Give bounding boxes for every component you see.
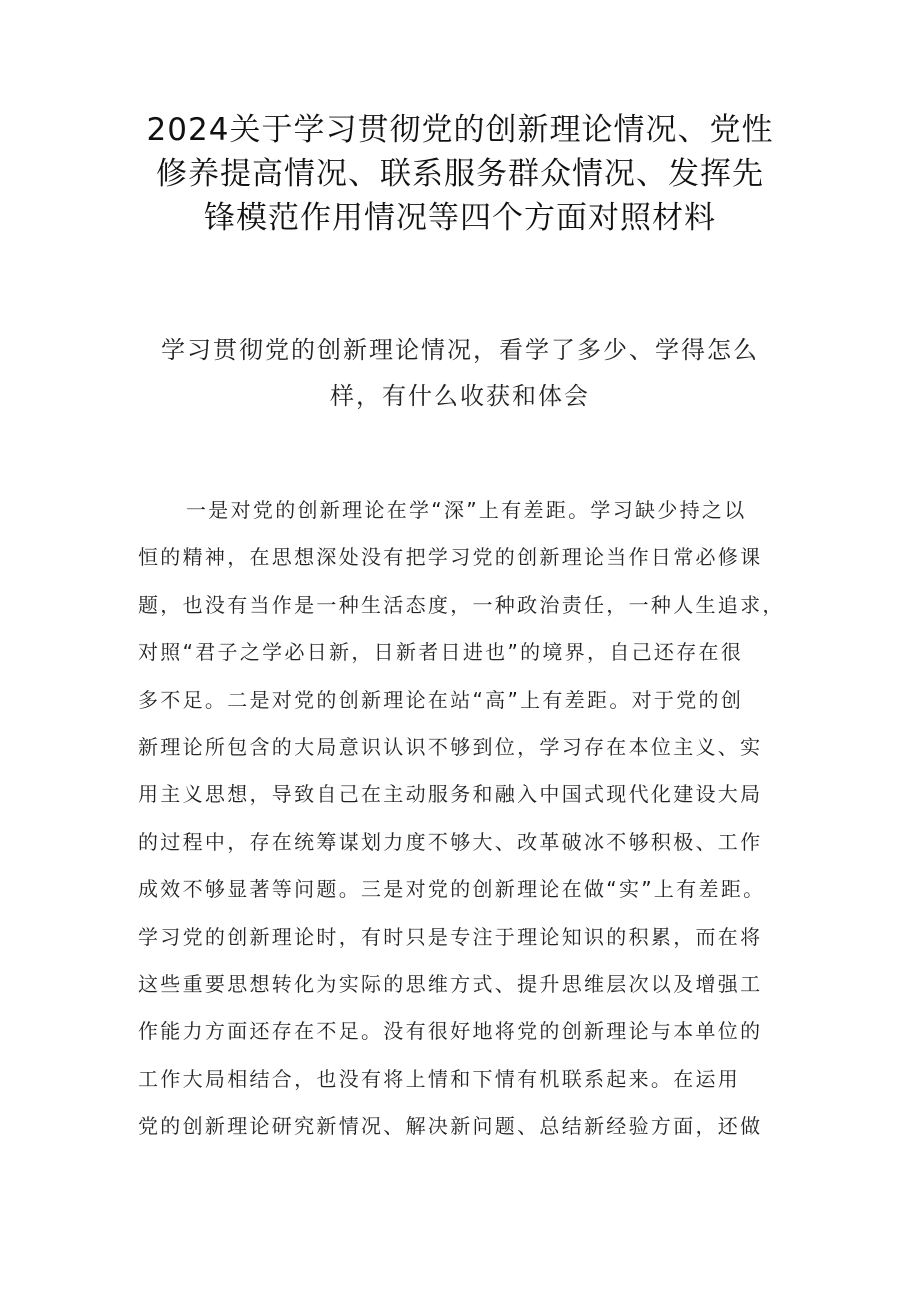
- title-line: 修养提高情况、联系服务群众情况、发挥先: [156, 156, 764, 192]
- paragraph-line: 一是对党的创新理论在学“深”上有差距。学习缺少持之以: [186, 498, 747, 522]
- paragraph-line: 多不足。二是对党的创新理论在站“高”上有差距。对于党的创: [138, 687, 744, 712]
- section-heading: [130, 327, 790, 419]
- paragraph-line: 的过程中，存在统筹谋划力度不够大、改革破冰不够积极、工作: [138, 829, 763, 854]
- paragraph-line: 恒的精神，在思想深处没有把学习党的创新理论当作日常必修课: [138, 545, 763, 570]
- title-line: 2024关于学习贯彻党的创新理论情况、党性: [146, 112, 774, 148]
- paragraph-line: 党的创新理论研究新情况、解决新问题、总结新经验方面，还做: [138, 1114, 763, 1139]
- paragraph-line: 学习党的创新理论时，有时只是专注于理论知识的积累，而在将: [138, 924, 763, 949]
- section-heading-line: 学习贯彻党的创新理论情况，看学了多少、学得怎么: [161, 336, 759, 364]
- paragraph-line: 工作大局相结合，也没有将上情和下情有机联系起来。在运用: [138, 1066, 741, 1091]
- title-line: 锋模范作用情况等四个方面对照材料: [204, 200, 716, 236]
- body-paragraph: [138, 487, 788, 1150]
- paragraph-line: 成效不够显著等问题。三是对党的创新理论在做“实”上有差距。: [138, 877, 766, 902]
- paragraph-line: 题，也没有当作是一种生活态度，一种政治责任，一种人生追求，: [138, 592, 785, 617]
- paragraph-line: 作能力方面还存在不足。没有很好地将党的创新理论与本单位的: [138, 1019, 763, 1044]
- paragraph-line: 这些重要思想转化为实际的思维方式、提升思维层次以及增强工: [138, 971, 763, 996]
- document-title: [130, 108, 790, 240]
- paragraph-line: 用主义思想，导致自己在主动服务和融入中国式现代化建设大局: [138, 782, 763, 807]
- paragraph-line: 新理论所包含的大局意识认识不够到位，学习存在本位主义、实: [138, 734, 763, 759]
- section-heading-line: 样，有什么收获和体会: [330, 382, 590, 410]
- paragraph-line: 对照“君子之学必日新，日新者日进也”的境界，自己还存在很: [138, 640, 744, 665]
